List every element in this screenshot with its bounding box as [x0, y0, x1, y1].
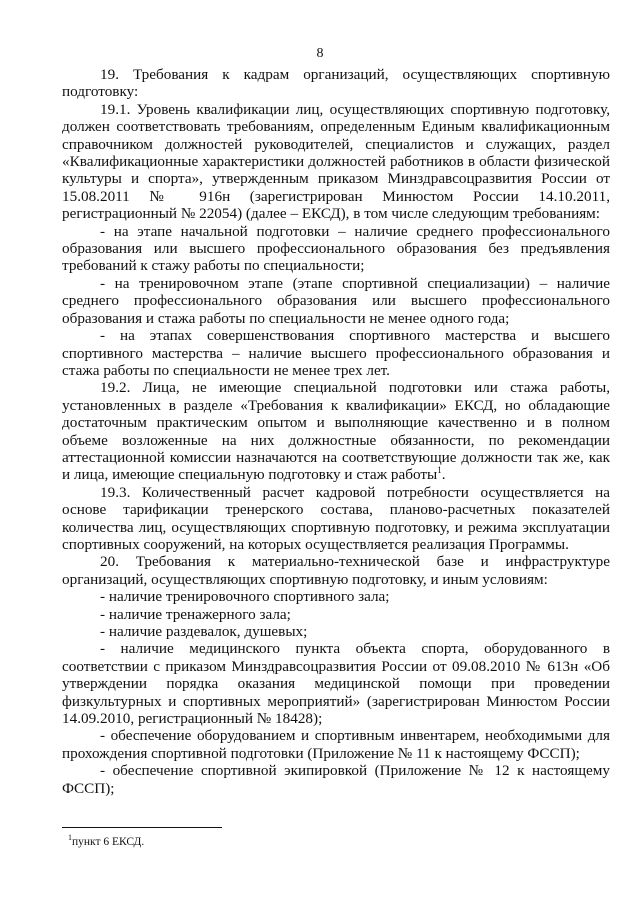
paragraph-19-1: 19.1. Уровень квалификации лиц, осуществляющих спортивную подготовку, должен соответствовать требованиям, определенным Единым квалификационным справочником должностей руководителей, специалистов и служащих, раздел «Квалификационные характеристики должностей работников в области физической культуры и спорта», утвержденным приказом Минздравсоцразвития России от 15.08.2011 № 916н (зарегистрирован Минюстом России 14.10.2011, регистрационный № 22054) (далее – ЕКСД), в том числе следующим требованиям:: [62, 100, 610, 223]
footnote-marker: 1: [68, 833, 72, 843]
list-item-locker-rooms: - наличие раздевалок, душевых;: [100, 623, 308, 640]
list-item-training-stage: - на тренировочном этапе (этапе спортивной специализации) – наличие среднего профессионального образования или высшего профессионального образования и стажа работы по специальности не менее одного года;: [62, 274, 610, 327]
footnote-divider: [62, 827, 222, 828]
list-item-sports-hall: - наличие тренировочного спортивного зала;: [100, 588, 390, 606]
paragraph-19-2-text: 19.2. Лица, не имеющие специальной подготовки или стажа работы, установленных в разделе «Требования к квалификации» ЕКСД, но обладающие достаточным практическим опытом и выполняющие качественно и в полном объеме возложенные на них должностные обязанности, по рекомендации аттестационной комиссии назначаются на соответствующие должности так же, как и лица, имеющие специальную подготовку и стаж работы: [62, 379, 610, 484]
list-item-equipment: - обеспечение оборудованием и спортивным инвентарем, необходимыми для прохождения спортивной подготовки (Приложение № 11 к настоящему ФССП);: [62, 727, 610, 762]
paragraph-20-heading: 20. Требования к материально-технической базе и инфраструктуре организаций, осуществляющих спортивную подготовку, и иным условиям:: [62, 553, 610, 588]
document-body: [62, 66, 610, 797]
list-item-medical-point: - наличие медицинского пункта объекта спорта, оборудованного в соответствии с приказом Минздравсоцразвития России от 09.08.2010 № 613н «Об утверждении порядка оказания медицинской помощи при проведении физкультурных и спортивных мероприятий» (зарегистрирован Минюстом России 14.09.2010, регистрационный № 18428);: [62, 640, 610, 728]
paragraph-19-heading: 19. Требования к кадрам организаций, осуществляющих спортивную подготовку:: [62, 66, 610, 101]
page-number: 8: [316, 46, 324, 61]
list-item-sports-gear: - обеспечение спортивной экипировкой (Приложение № 12 к настоящему ФССП);: [62, 762, 610, 797]
paragraph-19-2: [62, 379, 610, 483]
footnote: [68, 835, 144, 849]
footnote-reference[interactable]: 1: [437, 465, 442, 476]
list-item-initial-stage: - на этапе начальной подготовки – наличие среднего профессионального образования или высшего профессионального образования без предъявления требований к стажу работы по специальности;: [62, 222, 610, 275]
paragraph-19-3: 19.3. Количественный расчет кадровой потребности осуществляется на основе тарификации тренерского состава, планово-расчетных показателей количества лиц, осуществляющих спортивную подготовку, и режима эксплуатации спортивных сооружений, на которых осуществляется реализация Программы.: [62, 483, 610, 553]
list-item-mastery-stage: - на этапах совершенствования спортивного мастерства и высшего спортивного мастерства – наличие высшего профессионального образования и стажа работы по специальности не менее трех лет.: [62, 327, 610, 379]
footnote-text: пункт 6 ЕКСД.: [72, 836, 145, 848]
paragraph-19-2-end: .: [441, 466, 446, 484]
list-item-gym: - наличие тренажерного зала;: [100, 605, 291, 623]
